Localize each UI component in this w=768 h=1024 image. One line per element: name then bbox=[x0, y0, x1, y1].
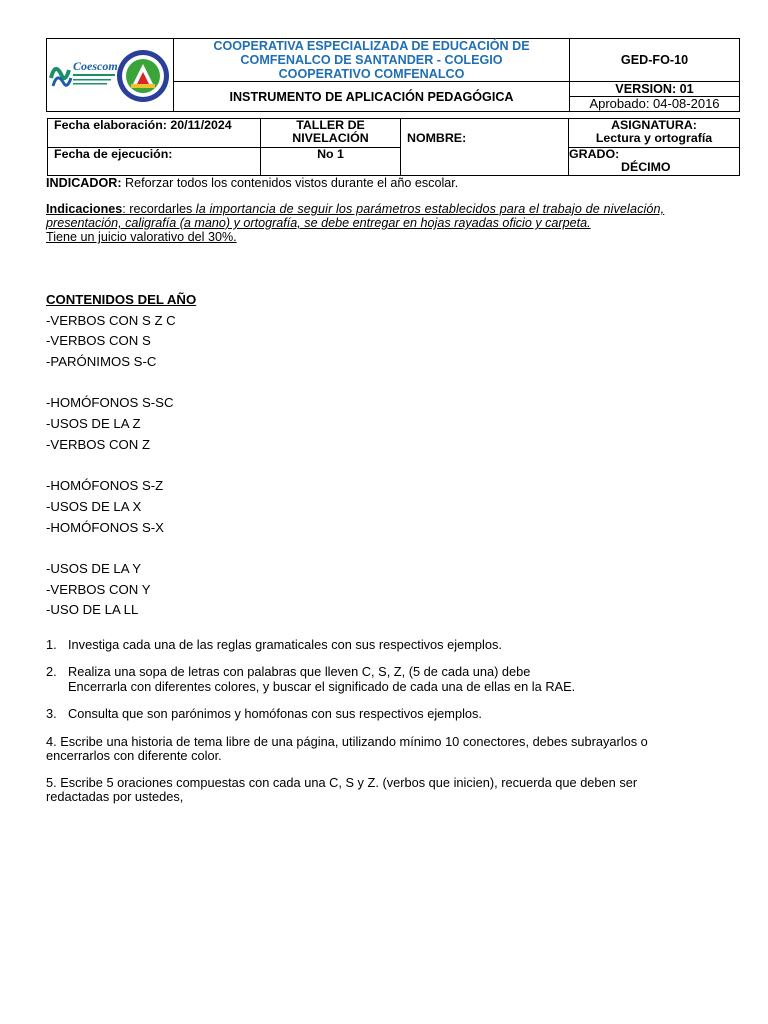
logo-cell bbox=[47, 39, 174, 112]
fecha-elaboracion: Fecha elaboración: 20/11/2024 bbox=[48, 119, 261, 148]
grado-cell[interactable] bbox=[569, 148, 740, 176]
list-item: -VERBOS CON S bbox=[46, 333, 151, 348]
list-item: -PARÓNIMOS S-C bbox=[46, 354, 157, 369]
activity-5-line-2: redactadas por ustedes, bbox=[46, 789, 184, 804]
taller-label: TALLER DE NIVELACIÓN bbox=[261, 119, 401, 148]
list-item: -USOS DE LA Z bbox=[46, 416, 141, 431]
logo-text: Coescom bbox=[73, 59, 118, 73]
list-item: -USOS DE LA X bbox=[46, 499, 142, 514]
list-item: -HOMÓFONOS S-Z bbox=[46, 478, 164, 493]
list-item: -VERBOS CON Y bbox=[46, 582, 151, 597]
list-item: -USOS DE LA Y bbox=[46, 561, 142, 576]
activity-5: 5. Escribe 5 oraciones compuestas con cada una C, S y Z. (verbos que inicien), recuerda que deben ser bbox=[46, 775, 638, 790]
list-item: -HOMÓFONOS S-SC bbox=[46, 395, 174, 410]
grado-value: DÉCIMO bbox=[621, 160, 671, 174]
indicaciones-line-2: presentación, caligrafía (a mano) y ortografía, se debe entregar en hojas rayadas oficio y carpeta. bbox=[46, 216, 591, 230]
document-header bbox=[46, 38, 740, 112]
version-label: VERSION: 01 bbox=[570, 82, 739, 97]
list-item: -HOMÓFONOS S-X bbox=[46, 520, 164, 535]
activity-2: 2. Realiza una sopa de letras con palabras que lleven C, S, Z, (5 de cada una) debe bbox=[46, 664, 531, 679]
grado-label: GRADO: bbox=[569, 147, 620, 161]
fecha-ejecucion[interactable]: Fecha de ejecución: bbox=[48, 148, 261, 176]
list-item: -VERBOS CON Z bbox=[46, 437, 151, 452]
coescom-logo-icon bbox=[47, 40, 173, 110]
activity-4: 4. Escribe una historia de tema libre de una página, utilizando mínimo 10 conectores, debes subrayarlos o bbox=[46, 734, 648, 749]
asignatura-value: Lectura y ortografía bbox=[595, 131, 713, 145]
student-info-table bbox=[47, 118, 740, 176]
indicador-line bbox=[46, 176, 458, 190]
indicaciones-label: Indicaciones bbox=[46, 202, 123, 216]
document-code: GED-FO-10 bbox=[570, 39, 740, 82]
activity-4-line-2: encerrarlos con diferente color. bbox=[46, 748, 222, 763]
asignatura-label: ASIGNATURA: bbox=[611, 118, 697, 132]
activity-3: 3. Consulta que son parónimos y homófonas con sus respectivos ejemplos. bbox=[46, 706, 482, 721]
indicador-label: INDICADOR: bbox=[46, 176, 122, 190]
asignatura-cell bbox=[569, 119, 740, 148]
activity-1: 1. Investiga cada una de las reglas gramaticales con sus respectivos ejemplos. bbox=[46, 637, 502, 652]
version-cell bbox=[570, 82, 740, 112]
indicaciones-line-1: Indicaciones: recordarles la importancia de seguir los parámetros establecidos para el trabajo de nivelación, bbox=[46, 202, 665, 216]
taller-number: No 1 bbox=[261, 148, 401, 176]
contenidos-title: CONTENIDOS DEL AÑO bbox=[46, 292, 197, 307]
list-item: -USO DE LA LL bbox=[46, 602, 139, 617]
list-item: -VERBOS CON S Z C bbox=[46, 313, 176, 328]
institution-name: COOPERATIVA ESPECIALIZADA DE EDUCACIÓN DE COMFENALCO DE SANTANDER - COLEGIO COOPERATIVO COMFENALCO bbox=[174, 39, 570, 82]
nombre-field[interactable]: NOMBRE: bbox=[401, 119, 569, 176]
indicaciones-line-3: Tiene un juicio valorativo del 30%. bbox=[46, 230, 237, 244]
activity-2-line-2: Encerrarla con diferentes colores, y buscar el significado de cada una de ellas en la RAE. bbox=[68, 679, 576, 694]
indicador-text: Reforzar todos los contenidos vistos durante el año escolar. bbox=[121, 176, 459, 190]
document-title: INSTRUMENTO DE APLICACIÓN PEDAGÓGICA bbox=[174, 82, 570, 112]
approved-date: Aprobado: 04-08-2016 bbox=[589, 96, 720, 111]
